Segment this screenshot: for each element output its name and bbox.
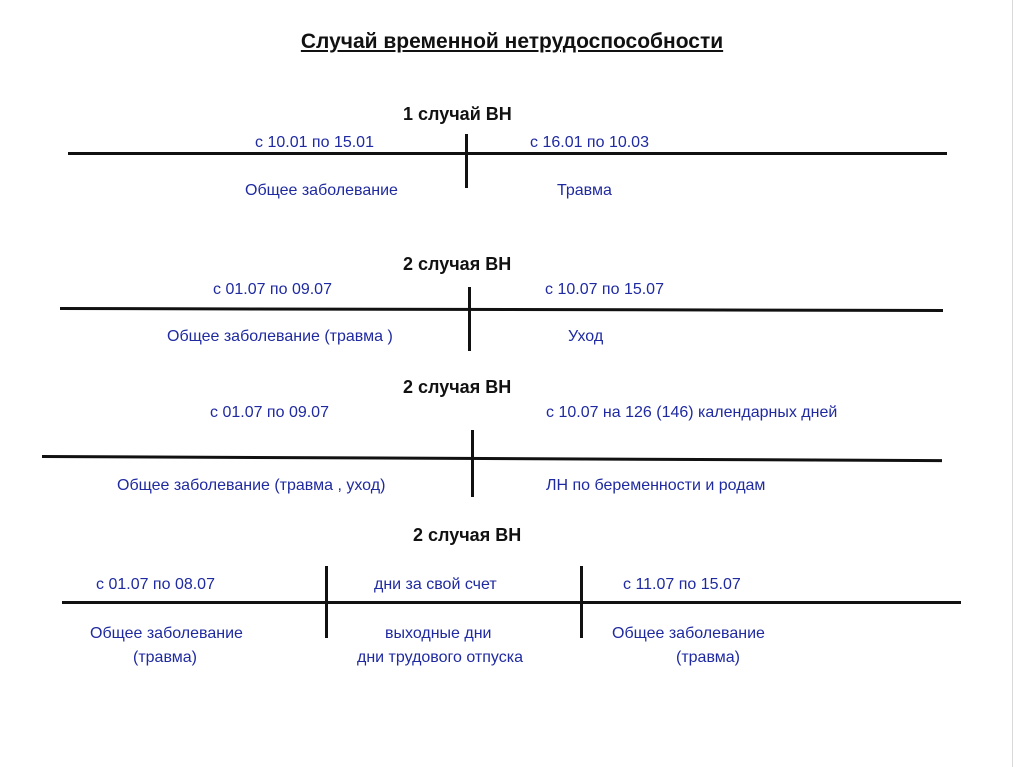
case-2-timeline: [60, 307, 943, 312]
case-3-right-period: с 10.07 на 126 (146) календарных дней: [546, 404, 838, 421]
case-3-heading: 2 случая ВН: [403, 377, 512, 397]
case-1-right-period: с 16.01 по 10.03: [530, 134, 649, 151]
case-2-left-reason: Общее заболевание (травма ): [167, 328, 393, 345]
case-4-left-reason-line2: (травма): [133, 649, 197, 666]
case-4-right-reason-line2: (травма): [676, 649, 740, 666]
case-4-left-period: с 01.07 по 08.07: [96, 576, 215, 593]
case-4-timeline: [62, 601, 961, 604]
case-3-left-period: с 01.07 по 09.07: [210, 404, 329, 421]
case-3-timeline: [42, 455, 942, 462]
case-3-left-reason: Общее заболевание (травма , уход): [117, 477, 386, 494]
case-1-left-period: с 10.01 по 15.01: [255, 134, 374, 151]
case-1-heading: 1 случай ВН: [403, 104, 512, 124]
case-2-left-period: с 01.07 по 09.07: [213, 281, 332, 298]
case-4-divider-right: [580, 566, 583, 638]
case-4-divider-left: [325, 566, 328, 638]
case-4-middle-reason-line1: выходные дни: [385, 625, 492, 642]
slide-edge: [1012, 0, 1013, 767]
case-4-heading: 2 случая ВН: [413, 525, 522, 545]
case-3-right-reason: ЛН по беременности и родам: [546, 477, 766, 494]
case-4-left-reason-line1: Общее заболевание: [90, 625, 243, 642]
case-2-heading: 2 случая ВН: [403, 254, 512, 274]
case-4-middle-period: дни за свой счет: [374, 576, 497, 593]
case-2-right-reason: Уход: [568, 328, 604, 345]
case-3-divider: [471, 430, 474, 497]
case-1-divider: [465, 134, 468, 188]
case-4-right-reason-line1: Общее заболевание: [612, 625, 765, 642]
case-4-middle-reason-line2: дни трудового отпуска: [357, 649, 523, 666]
case-1-right-reason: Травма: [557, 182, 612, 199]
case-1-left-reason: Общее заболевание: [245, 182, 398, 199]
case-2-right-period: с 10.07 по 15.07: [545, 281, 664, 298]
case-4-right-period: с 11.07 по 15.07: [623, 576, 741, 593]
case-2-divider: [468, 287, 471, 351]
case-1-timeline: [68, 152, 947, 155]
page-title: Случай временной нетрудоспособности: [300, 30, 724, 53]
